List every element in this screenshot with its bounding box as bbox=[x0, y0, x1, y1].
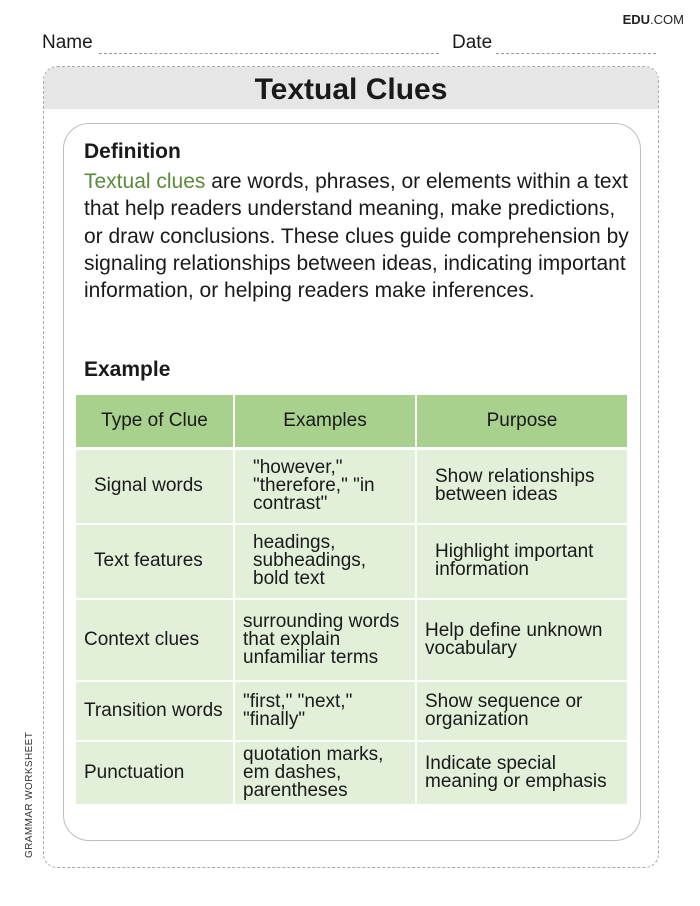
column-header-type: Type of Clue bbox=[76, 395, 234, 449]
worksheet bbox=[43, 66, 659, 868]
cell-examples: headings, subheadings, bold text bbox=[234, 524, 416, 599]
definition-heading: Definition bbox=[84, 140, 181, 163]
brand-tld: .COM bbox=[650, 12, 684, 27]
brand-name: EDU bbox=[622, 12, 651, 27]
page-title: Textual Clues bbox=[254, 73, 448, 106]
date-label: Date bbox=[452, 32, 493, 53]
cell-examples: "however," "therefore," "in contrast" bbox=[234, 449, 416, 524]
column-header-examples: Examples bbox=[234, 395, 416, 449]
cell-type: Context clues bbox=[76, 599, 234, 681]
cell-purpose: Help define unknown vocabulary bbox=[416, 599, 627, 681]
definition-body: are words, phrases, or elements within a text that help readers understand meaning, make predictions, or draw conclusions. These clues guide comprehension by signaling relationships between ideas, indicating important information, or helping readers make inferences. bbox=[84, 170, 629, 303]
table-row bbox=[76, 681, 627, 741]
cell-examples: quotation marks, em dashes, parentheses bbox=[234, 741, 416, 805]
example-heading: Example bbox=[84, 358, 171, 381]
cell-type: Signal words bbox=[76, 449, 234, 524]
brand-logo bbox=[623, 12, 684, 27]
cell-purpose: Highlight important information bbox=[416, 524, 627, 599]
title-bar bbox=[44, 67, 658, 109]
cell-type: Text features bbox=[76, 524, 234, 599]
clues-table bbox=[76, 395, 627, 806]
cell-examples: surrounding words that explain unfamiliar terms bbox=[234, 599, 416, 681]
column-header-purpose: Purpose bbox=[416, 395, 627, 449]
name-label: Name bbox=[42, 32, 93, 53]
table-header-row bbox=[76, 395, 627, 449]
table-row bbox=[76, 741, 627, 805]
cell-purpose: Show relationships between ideas bbox=[416, 449, 627, 524]
definition-term: Textual clues bbox=[84, 170, 206, 193]
name-field[interactable] bbox=[42, 32, 439, 54]
date-field[interactable] bbox=[452, 32, 656, 54]
cell-type: Transition words bbox=[76, 681, 234, 741]
cell-type: Punctuation bbox=[76, 741, 234, 805]
worksheet-type-label: GRAMMAR WORKSHEET bbox=[24, 731, 35, 858]
name-line[interactable] bbox=[99, 35, 439, 54]
definition-text bbox=[84, 168, 639, 304]
date-line[interactable] bbox=[496, 35, 656, 54]
cell-examples: "first," "next," "finally" bbox=[234, 681, 416, 741]
table-row bbox=[76, 449, 627, 524]
table-row bbox=[76, 599, 627, 681]
table-row bbox=[76, 524, 627, 599]
content-card bbox=[63, 123, 641, 841]
cell-purpose: Show sequence or organization bbox=[416, 681, 627, 741]
cell-purpose: Indicate special meaning or emphasis bbox=[416, 741, 627, 805]
